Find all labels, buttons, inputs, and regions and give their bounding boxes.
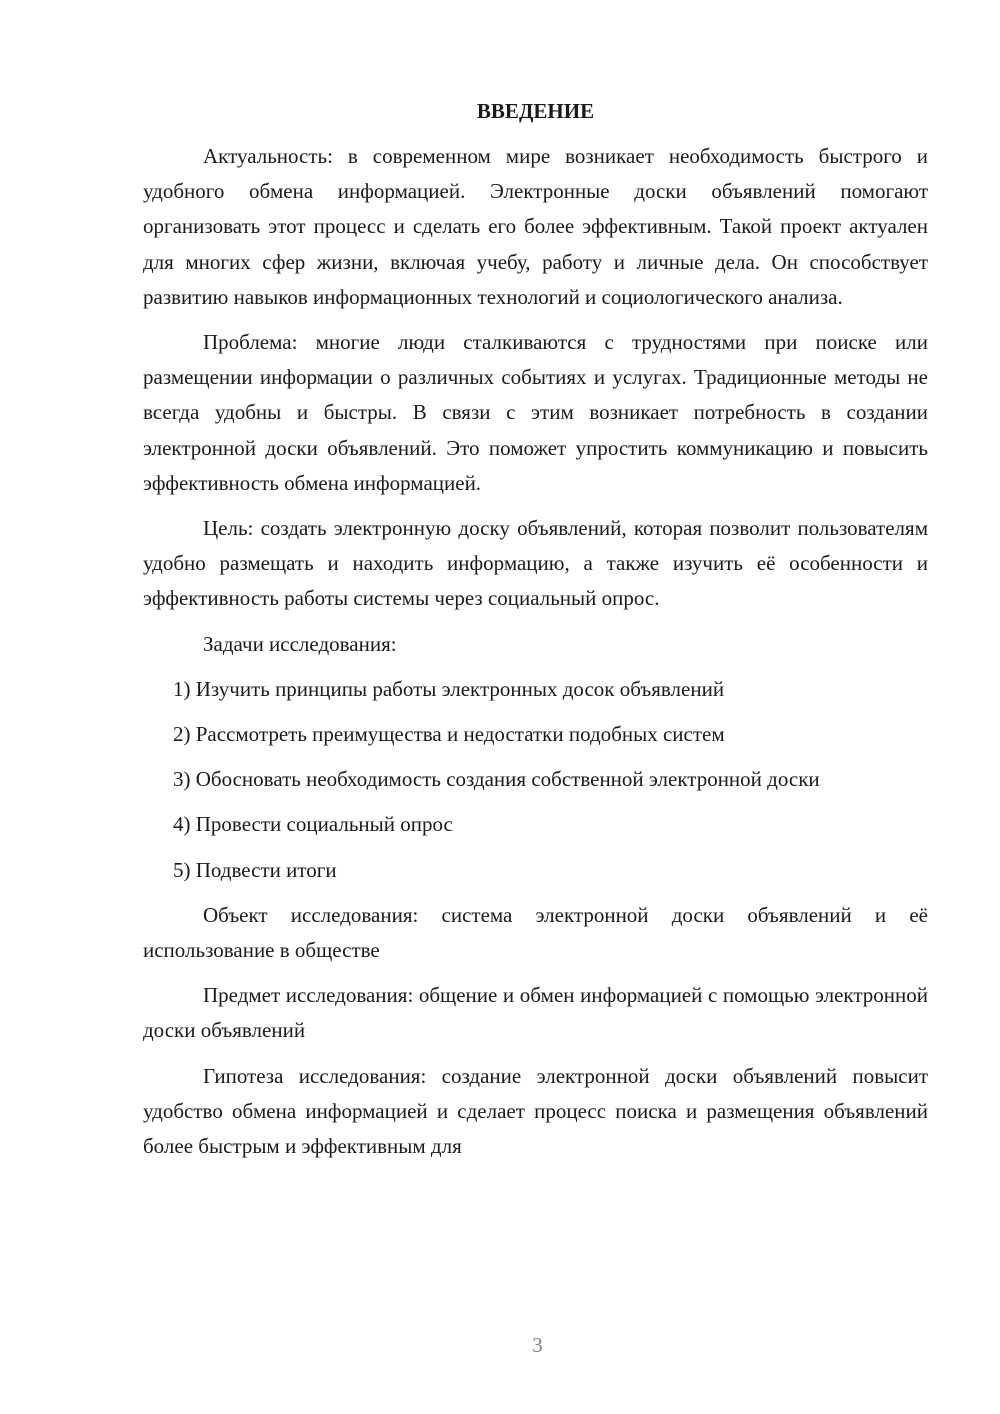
page-number: 3 <box>532 1333 543 1357</box>
task-item-1: 1) Изучить принципы работы электронных досок объявлений <box>173 676 725 701</box>
tasks-heading: Задачи исследования: <box>203 631 397 656</box>
problem-paragraph: Проблема: многие люди сталкиваются с трудностями при поиске или размещении информации о различных событиях и услугах. Традиционные методы не всегда удобны и быстры. В связи с этим возникает потребность в создании электронной доски объявлений. Это поможет упростить коммуникацию и повысить эффективность обмена информацией. <box>143 330 928 495</box>
page-body <box>143 94 928 1164</box>
subject-paragraph: Предмет исследования: общение и обмен информацией с помощью электронной доски объявлений <box>143 983 928 1043</box>
task-item-5: 5) Подвести итоги <box>173 857 337 882</box>
task-item-2: 2) Рассмотреть преимущества и недостатки подобных систем <box>173 722 725 747</box>
task-item-4: 4) Провести социальный опрос <box>173 812 453 837</box>
goal-paragraph: Цель: создать электронную доску объявлений, которая позволит пользователям удобно размещать и находить информацию, а также изучить её особенности и эффективность работы системы через социальный опрос. <box>143 516 928 611</box>
task-item-3: 3) Обосновать необходимость создания собственной электронной доски <box>173 767 820 792</box>
hypothesis-paragraph: Гипотеза исследования: создание электронной доски объявлений повысит удобство обмена информацией и сделает процесс поиска и размещения объявлений более быстрым и эффективным для <box>143 1063 928 1159</box>
object-paragraph: Объект исследования: система электронной доски объявлений и её использование в обществе <box>143 902 928 963</box>
relevance-paragraph: Актуальность: в современном мире возникает необходимость быстрого и удобного обмена информацией. Электронные доски объявлений помогают организовать этот процесс и сделать его более эффективным. Такой проект актуален для многих сфер жизни, включая учебу, работу и личные дела. Он способствует развитию навыков информационных технологий и социологического анализа. <box>143 144 928 309</box>
section-title: ВВЕДЕНИЕ <box>476 99 595 123</box>
